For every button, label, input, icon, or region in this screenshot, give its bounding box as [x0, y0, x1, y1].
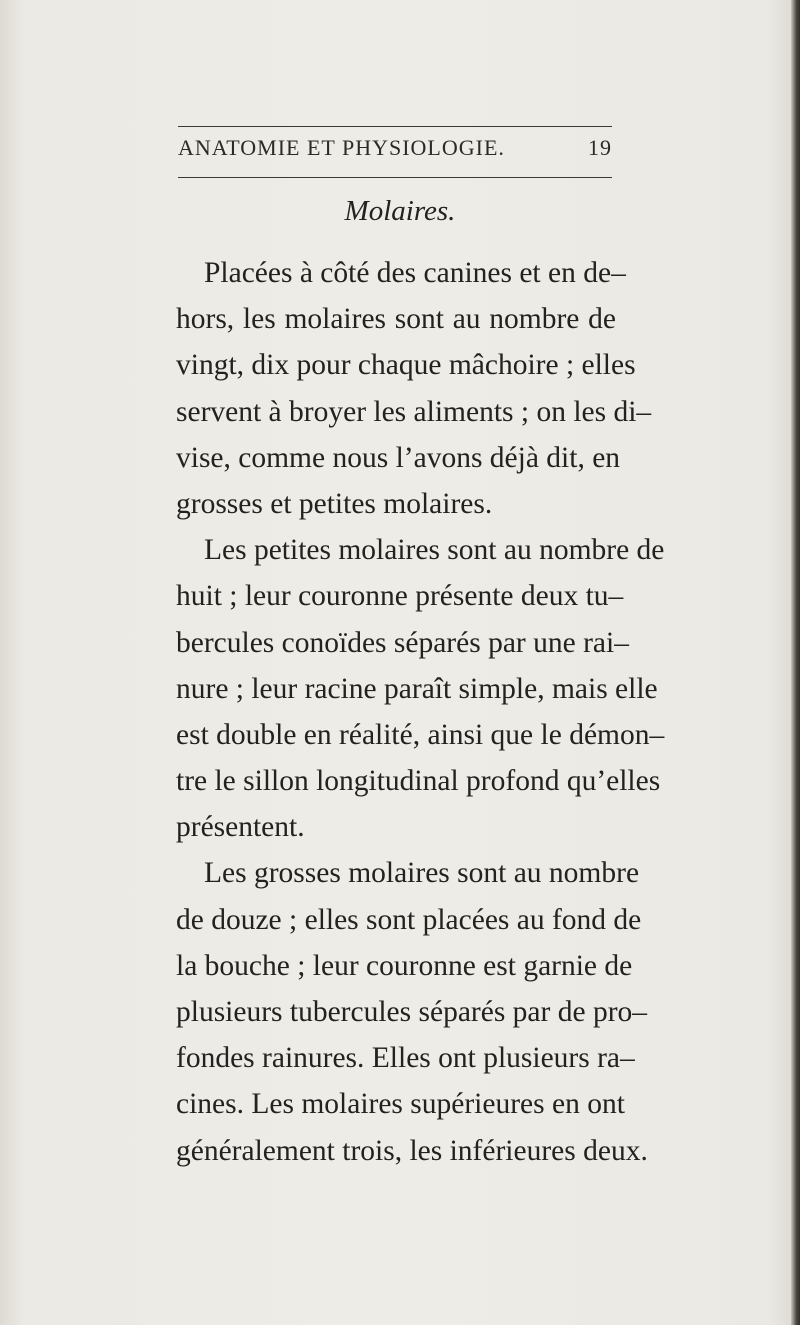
section-title: Molaires.	[344, 195, 456, 227]
running-title: ANATOMIE ET PHYSIOLOGIE.	[178, 135, 505, 160]
paragraph-3	[176, 850, 648, 1173]
text-line: hors, les molaires sont au nombre de	[176, 303, 616, 336]
text-line: nure ; leur racine paraît simple, mais elle	[176, 672, 658, 705]
paragraph-1	[176, 250, 652, 527]
running-head	[178, 135, 612, 167]
text-line: tre le sillon longitudinal profond qu’elles	[176, 765, 661, 798]
text-line: servent à broyer les aliments ; on les di–	[176, 395, 652, 428]
text-line: vise, comme nous l’avons déjà dit, en	[176, 441, 621, 474]
text-line: bercules conoïdes séparés par une rai–	[176, 626, 629, 659]
text-line: vingt, dix pour chaque mâchoire ; elles	[176, 349, 636, 382]
text-line: grosses et petites molaires.	[176, 487, 493, 520]
paragraph-2	[176, 527, 665, 850]
header-rule-bottom	[178, 177, 612, 178]
text-line: Placées à côté des canines et en de–	[204, 257, 626, 289]
text-line: Les petites molaires sont au nombre de	[204, 534, 665, 567]
page-number: 19	[588, 135, 612, 160]
text-line: de douze ; elles sont placées au fond de	[176, 903, 642, 936]
text-line: présentent.	[176, 811, 305, 844]
body-text	[176, 250, 665, 1174]
text-line: huit ; leur couronne présente deux tu–	[176, 580, 624, 613]
text-line: plusieurs tubercules séparés par de pro–	[176, 996, 648, 1028]
text-line: cines. Les molaires supérieures en ont	[176, 1088, 625, 1121]
text-line: fondes rainures. Elles ont plusieurs ra–	[176, 1042, 635, 1075]
text-line: est double en réalité, ainsi que le démon–	[176, 718, 665, 751]
text-line: généralement trois, les inférieures deux.	[176, 1134, 648, 1167]
header-rule-top	[178, 126, 612, 127]
text-line: la bouche ; leur couronne est garnie de	[176, 949, 633, 982]
text-line: Les grosses molaires sont au nombre	[204, 857, 640, 890]
